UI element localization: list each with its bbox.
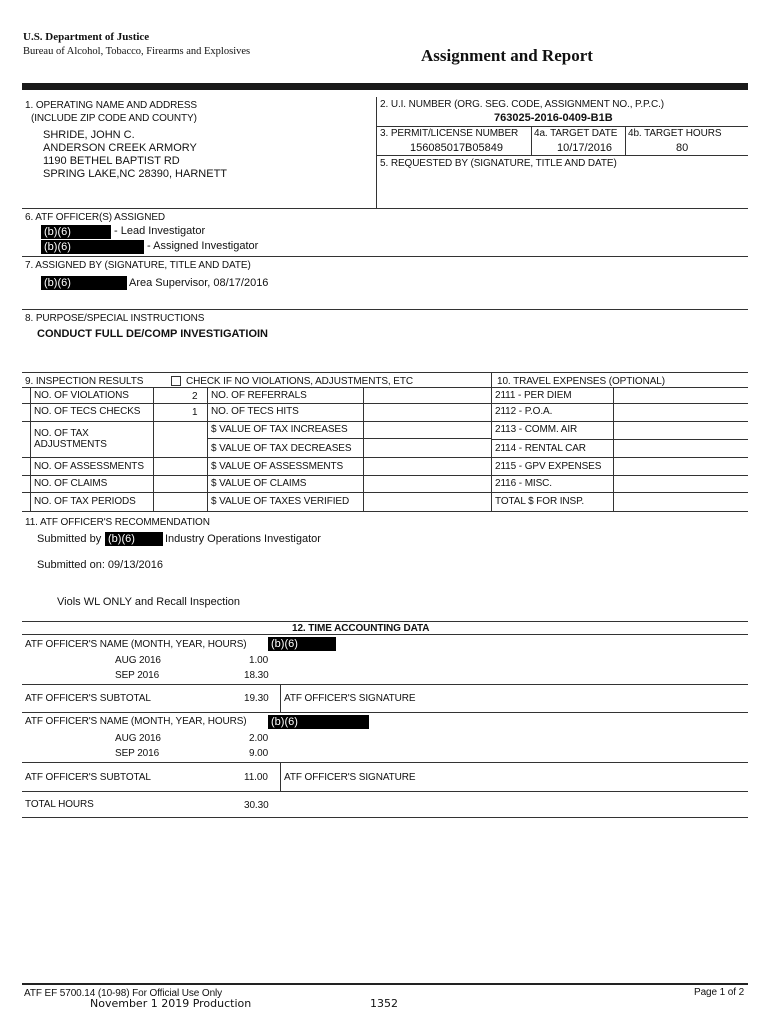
officer-signature-label: ATF OFFICER'S SIGNATURE — [284, 772, 416, 783]
assessments-label: NO. OF ASSESSMENTS — [34, 461, 144, 472]
box6-label: 6. ATF OFFICER(S) ASSIGNED — [25, 212, 166, 223]
travel-comm-air: 2113 - COMM. AIR — [495, 424, 578, 435]
box10-label: 10. TRAVEL EXPENSES (OPTIONAL) — [497, 376, 665, 387]
redaction-block: (b)(6) — [41, 240, 144, 254]
hours-value: 18.30 — [244, 670, 269, 681]
form-title: Assignment and Report — [421, 46, 593, 65]
referrals-label: NO. OF REFERRALS — [211, 390, 307, 401]
tecs-hits-label: NO. OF TECS HITS — [211, 406, 299, 417]
officer-subtotal: 11.00 — [244, 772, 268, 783]
box4a-label: 4a. TARGET DATE — [534, 128, 618, 139]
hours-value: 2.00 — [249, 733, 269, 744]
no-violations-checkbox[interactable] — [171, 376, 181, 386]
redaction-block: (b)(6) — [268, 715, 369, 729]
city-state-zip: SPRING LAKE,NC 28390, HARNETT — [43, 168, 228, 180]
month-row: SEP 2016 — [115, 748, 160, 759]
officer-subtotal: 19.30 — [244, 693, 269, 704]
box4b-label: 4b. TARGET HOURS — [628, 128, 722, 139]
target-hours: 80 — [676, 142, 689, 154]
travel-poa: 2112 - P.O.A. — [495, 406, 553, 417]
tax-increases-label: $ VALUE OF TAX INCREASES — [211, 424, 348, 435]
permit-number: 156085017B05849 — [410, 142, 503, 154]
assigned-investigator-role: - Assigned Investigator — [147, 240, 259, 252]
travel-misc: 2116 - MISC. — [495, 478, 552, 489]
month-row: AUG 2016 — [115, 733, 161, 744]
assigned-by: Area Supervisor, 08/17/2016 — [129, 277, 269, 289]
lead-investigator-role: - Lead Investigator — [114, 225, 206, 237]
recommendation-note: Viols WL ONLY and Recall Inspection — [57, 596, 241, 608]
tecs-checks-label: NO. OF TECS CHECKS — [34, 406, 141, 417]
violations-label: NO. OF VIOLATIONS — [34, 390, 129, 401]
ui-number: 763025-2016-0409-B1B — [494, 112, 613, 124]
officer-subtotal-label: ATF OFFICER'S SUBTOTAL — [25, 693, 151, 704]
officer-subtotal-label: ATF OFFICER'S SUBTOTAL — [25, 772, 151, 783]
travel-total: TOTAL $ FOR INSP. — [495, 496, 585, 507]
page-number: Page 1 of 2 — [694, 987, 745, 998]
value-assessments-label: $ VALUE OF ASSESSMENTS — [211, 461, 344, 472]
box1-label: 1. OPERATING NAME AND ADDRESS — [25, 100, 197, 111]
tax-adjustments-label-2: ADJUSTMENTS — [34, 439, 107, 450]
business-name: ANDERSON CREEK ARMORY — [43, 142, 197, 154]
tecs-checks-count: 1 — [192, 407, 198, 418]
officer-name-label: ATF OFFICER'S NAME (MONTH, YEAR, HOURS) — [25, 716, 247, 727]
hours-value: 9.00 — [249, 748, 269, 759]
submitted-on: Submitted on: 09/13/2016 — [37, 559, 163, 571]
box12-title: 12. TIME ACCOUNTING DATA — [292, 623, 430, 634]
tax-adjustments-label: NO. OF TAX — [34, 428, 89, 439]
header-rule — [22, 83, 748, 90]
claims-label: NO. OF CLAIMS — [34, 478, 108, 489]
bureau-name: Bureau of Alcohol, Tobacco, Firearms and Explosives — [23, 46, 251, 57]
no-violations-label: CHECK IF NO VIOLATIONS, ADJUSTMENTS, ETC — [186, 376, 413, 387]
violations-count: 2 — [192, 391, 198, 402]
value-claims-label: $ VALUE OF CLAIMS — [211, 478, 307, 489]
box1-sublabel: (INCLUDE ZIP CODE AND COUNTY) — [31, 113, 197, 124]
officer-signature-label: ATF OFFICER'S SIGNATURE — [284, 693, 416, 704]
redaction-block: (b)(6) — [268, 637, 336, 651]
box9-label: 9. INSPECTION RESULTS — [25, 376, 144, 387]
month-row: SEP 2016 — [115, 670, 160, 681]
total-hours-label: TOTAL HOURS — [25, 799, 94, 810]
special-instructions: CONDUCT FULL DE/COMP INVESTIGATIOIN — [37, 328, 269, 340]
box8-label: 8. PURPOSE/SPECIAL INSTRUCTIONS — [25, 313, 205, 324]
bates-number: 1352 — [370, 997, 398, 1010]
form-number: ATF EF 5700.14 (10-98) For Official Use Only — [24, 988, 223, 999]
taxes-verified-label: $ VALUE OF TAXES VERIFIED — [211, 496, 350, 507]
divider — [376, 97, 377, 209]
submitted-by-label: Submitted by — [37, 533, 102, 545]
operating-name: SHRIDE, JOHN C. — [43, 129, 135, 141]
box11-label: 11. ATF OFFICER'S RECOMMENDATION — [25, 517, 210, 528]
department-name: U.S. Department of Justice — [23, 31, 150, 43]
box3-label: 3. PERMIT/LICENSE NUMBER — [380, 128, 519, 139]
travel-gpv: 2115 - GPV EXPENSES — [495, 461, 602, 472]
redaction-block: (b)(6) — [41, 276, 127, 290]
street-address: 1190 BETHEL BAPTIST RD — [43, 155, 180, 167]
box7-label: 7. ASSIGNED BY (SIGNATURE, TITLE AND DATE) — [25, 260, 251, 271]
tax-periods-label: NO. OF TAX PERIODS — [34, 496, 136, 507]
target-date: 10/17/2016 — [557, 142, 613, 154]
production-stamp: November 1 2019 Production — [90, 997, 252, 1010]
redaction-block: (b)(6) — [105, 532, 163, 546]
tax-decreases-label: $ VALUE OF TAX DECREASES — [211, 443, 352, 454]
month-row: AUG 2016 — [115, 655, 161, 666]
hours-value: 1.00 — [249, 655, 269, 666]
travel-rental-car: 2114 - RENTAL CAR — [495, 443, 586, 454]
travel-per-diem: 2111 - PER DIEM — [495, 390, 572, 401]
submitter-role: Industry Operations Investigator — [165, 533, 321, 545]
box5-label: 5. REQUESTED BY (SIGNATURE, TITLE AND DATE) — [380, 158, 617, 169]
total-hours: 30.30 — [244, 800, 269, 811]
redaction-block: (b)(6) — [41, 225, 111, 239]
officer-name-label: ATF OFFICER'S NAME (MONTH, YEAR, HOURS) — [25, 639, 247, 650]
box2-label: 2. U.I. NUMBER (ORG. SEG. CODE, ASSIGNMENT NO., P.P.C.) — [380, 99, 665, 110]
